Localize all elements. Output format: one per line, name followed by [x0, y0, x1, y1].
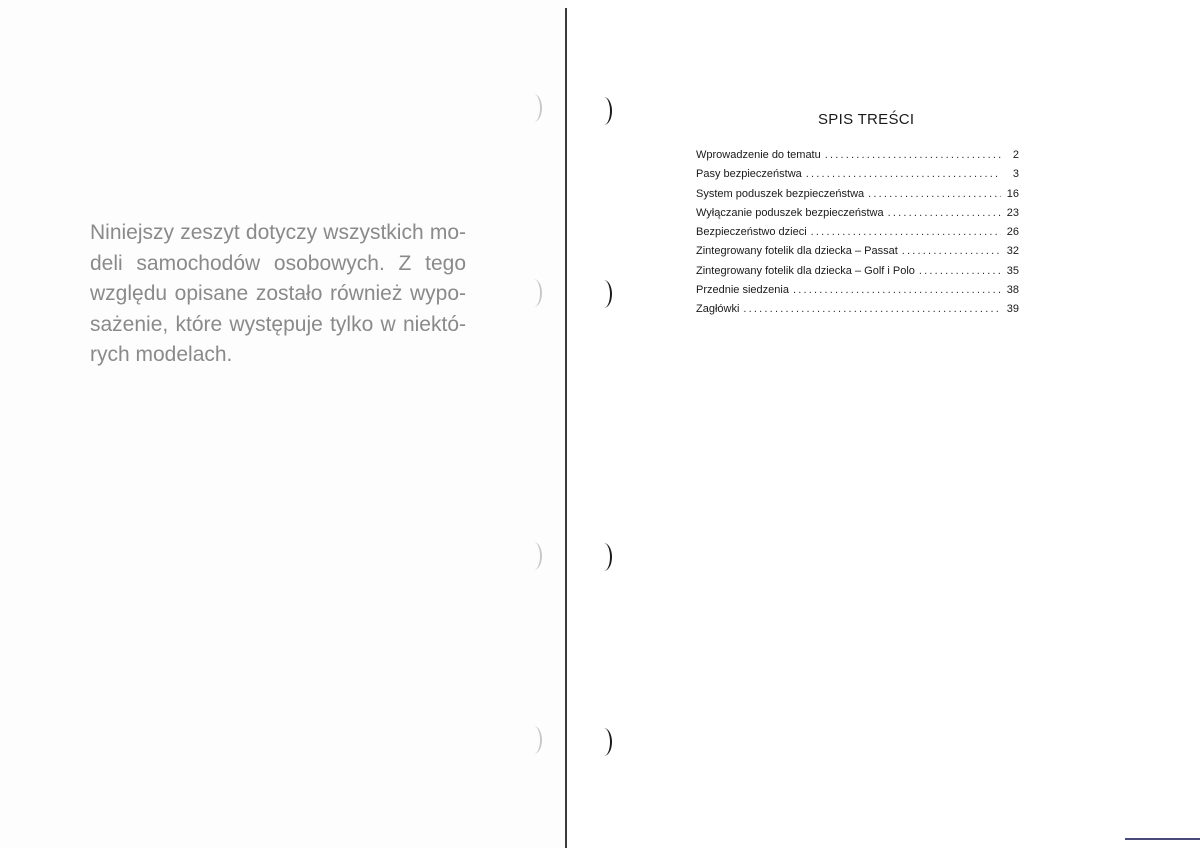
binder-ring-hole-icon: [596, 728, 612, 756]
toc-entry-page: 26: [1006, 226, 1019, 239]
toc-entry-label: Przednie siedzenia: [696, 284, 789, 297]
toc-entry-page: 35: [1006, 264, 1019, 277]
toc-entry[interactable]: [696, 188, 1019, 207]
page-edge-mark: [1125, 838, 1200, 840]
toc-entry[interactable]: [696, 303, 1019, 322]
toc-entry[interactable]: [696, 245, 1019, 264]
toc-entry-page: 2: [1012, 149, 1019, 161]
toc-entry-label: Bezpieczeństwo dzieci: [696, 226, 807, 239]
toc-leader-dots: [868, 188, 1001, 200]
toc-entry-page: 23: [1006, 206, 1019, 219]
toc-entry[interactable]: [696, 226, 1019, 245]
intro-text: Niniejszy zeszyt dotyczy wszystkich mo-deli samochodów osobowych. Z tego względu opisane zostało również wypo-sażenie, które występuje tylko w niektó-rych modelach.: [90, 221, 466, 366]
toc-entry-page: 32: [1006, 245, 1019, 258]
page-gutter: [565, 8, 567, 848]
toc-entry[interactable]: [696, 265, 1019, 284]
binder-ring-hole-icon: [526, 279, 542, 307]
toc-entry-page: 3: [1012, 168, 1019, 181]
toc-entry-label: Zagłówki: [696, 303, 740, 316]
toc-entry-label: Pasy bezpieczeństwa: [696, 168, 802, 181]
toc-entry[interactable]: [696, 168, 1019, 187]
binder-ring-hole-icon: [596, 280, 612, 308]
binder-ring-hole-icon: [526, 542, 542, 570]
binder-ring-hole-icon: [596, 97, 612, 125]
toc-entry-label: Zintegrowany fotelik dla dziecka – Passat: [696, 245, 898, 258]
toc-entry[interactable]: [696, 207, 1019, 226]
toc-entry[interactable]: [696, 149, 1019, 168]
toc-title: SPIS TREŚCI: [818, 111, 915, 128]
toc-leader-dots: [793, 284, 1001, 296]
toc-entry-page: 16: [1006, 187, 1019, 200]
binder-ring-hole-icon: [596, 543, 612, 571]
binder-ring-hole-icon: [526, 94, 542, 122]
toc-leader-dots: [743, 303, 1001, 315]
toc-leader-dots: [919, 265, 1001, 277]
toc-entry-label: Wprowadzenie do tematu: [696, 149, 821, 161]
toc-entry-label: Zintegrowany fotelik dla dziecka – Golf i Polo: [696, 264, 915, 277]
toc-leader-dots: [902, 245, 1001, 257]
toc-entry-label: Wyłączanie poduszek bezpieczeństwa: [696, 206, 884, 219]
toc-leader-dots: [888, 207, 1001, 219]
intro-paragraph: [90, 218, 466, 371]
toc-entry[interactable]: [696, 284, 1019, 303]
toc-entry-page: 38: [1006, 284, 1019, 297]
toc-leader-dots: [811, 226, 1001, 238]
toc-entry-label: System poduszek bezpieczeństwa: [696, 187, 865, 200]
table-of-contents: [696, 149, 1019, 323]
left-page: [0, 0, 566, 848]
toc-entry-page: 39: [1006, 303, 1019, 316]
toc-leader-dots: [825, 149, 1001, 161]
binder-ring-hole-icon: [526, 726, 542, 754]
toc-leader-dots: [806, 168, 1001, 180]
